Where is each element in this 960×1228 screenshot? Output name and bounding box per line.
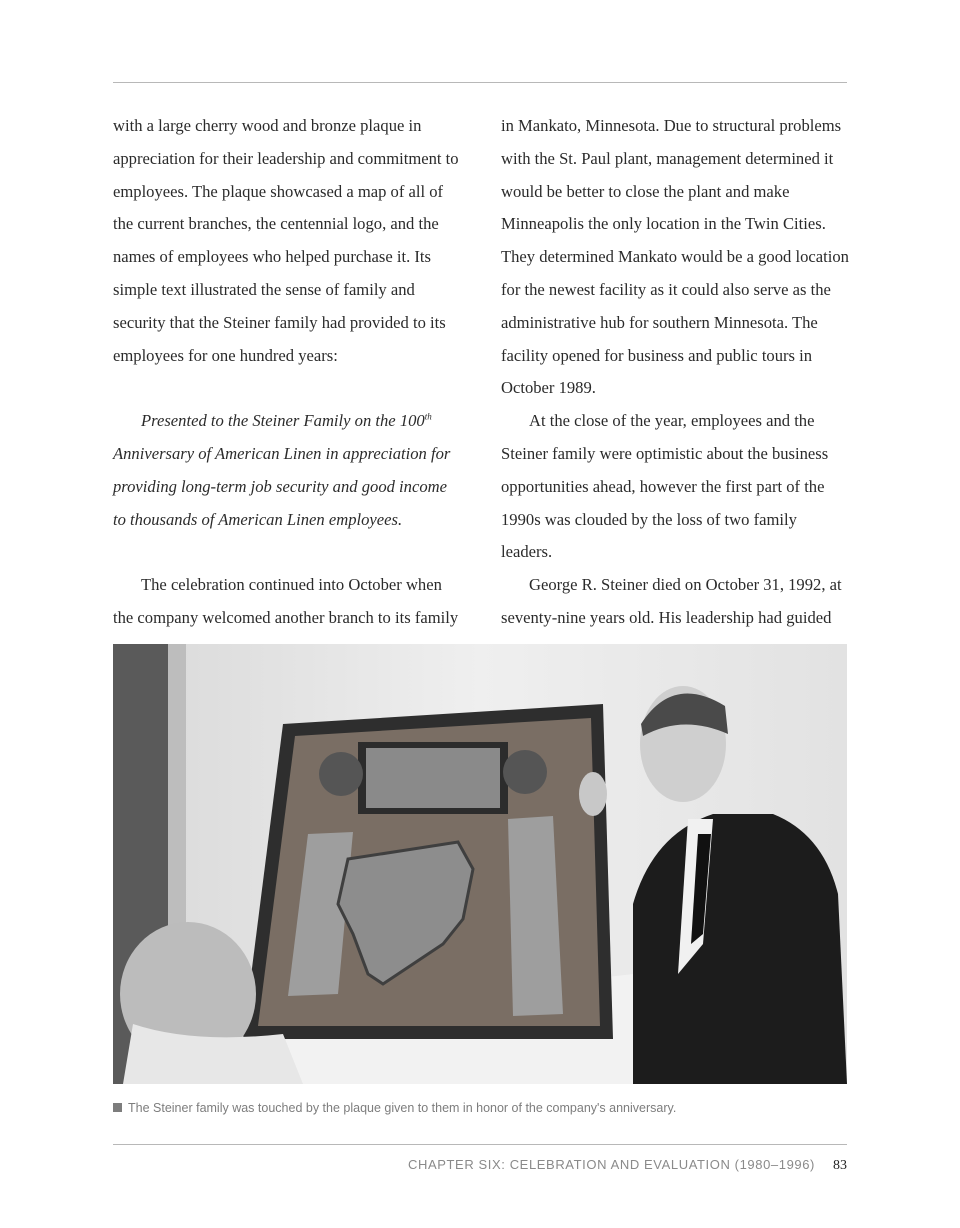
page-number: 83 bbox=[833, 1158, 847, 1173]
right-paragraph-1: in Mankato, Minnesota. Due to structural problems with the St. Paul plant, management determined it would be better to close the plant and make Minneapolis the only location in the Twin Cities. They determined Mankato would be a good location for the newest facility as it could also serve as the administrative hub for southern Minnesota. The facility opened for business and public tours in October 1989. bbox=[501, 116, 849, 398]
right-paragraph-3: George R. Steiner died on October 31, 1992, at seventy-nine years old. His leadership had guided bbox=[501, 575, 842, 627]
photo-caption: The Steiner family was touched by the plaque given to them in honor of the company's anniversary. bbox=[113, 1101, 676, 1115]
left-column bbox=[113, 110, 463, 635]
plaque-quote: Presented to the Steiner Family on the 100th Anniversary of American Linen in appreciation for providing long-term job security and good income to thousands of American Linen employees. bbox=[113, 411, 451, 529]
right-column bbox=[501, 110, 851, 668]
chapter-title: CHAPTER SIX: CELEBRATION AND EVALUATION (1980–1996) bbox=[407, 1157, 815, 1172]
page-footer bbox=[408, 1157, 847, 1174]
right-paragraph-2: At the close of the year, employees and the Steiner family were optimistic about the business opportunities ahead, however the first part of the 1990s was clouded by the loss of two family leaders. bbox=[501, 411, 829, 562]
left-paragraph-2: The celebration continued into October when the company welcomed another branch to its family bbox=[113, 575, 459, 627]
plaque-photo bbox=[113, 644, 847, 1084]
caption-bullet-icon bbox=[113, 1103, 122, 1112]
header-rule bbox=[113, 82, 847, 83]
left-paragraph-1: with a large cherry wood and bronze plaque in appreciation for their leadership and commitment to employees. The plaque showcased a map of all of the current branches, the centennial logo, and the names of employees who helped purchase it. Its simple text illustrated the sense of family and security that the Steiner family had provided to its employees for one hundred years: bbox=[113, 116, 459, 365]
footer-rule bbox=[113, 1144, 847, 1145]
